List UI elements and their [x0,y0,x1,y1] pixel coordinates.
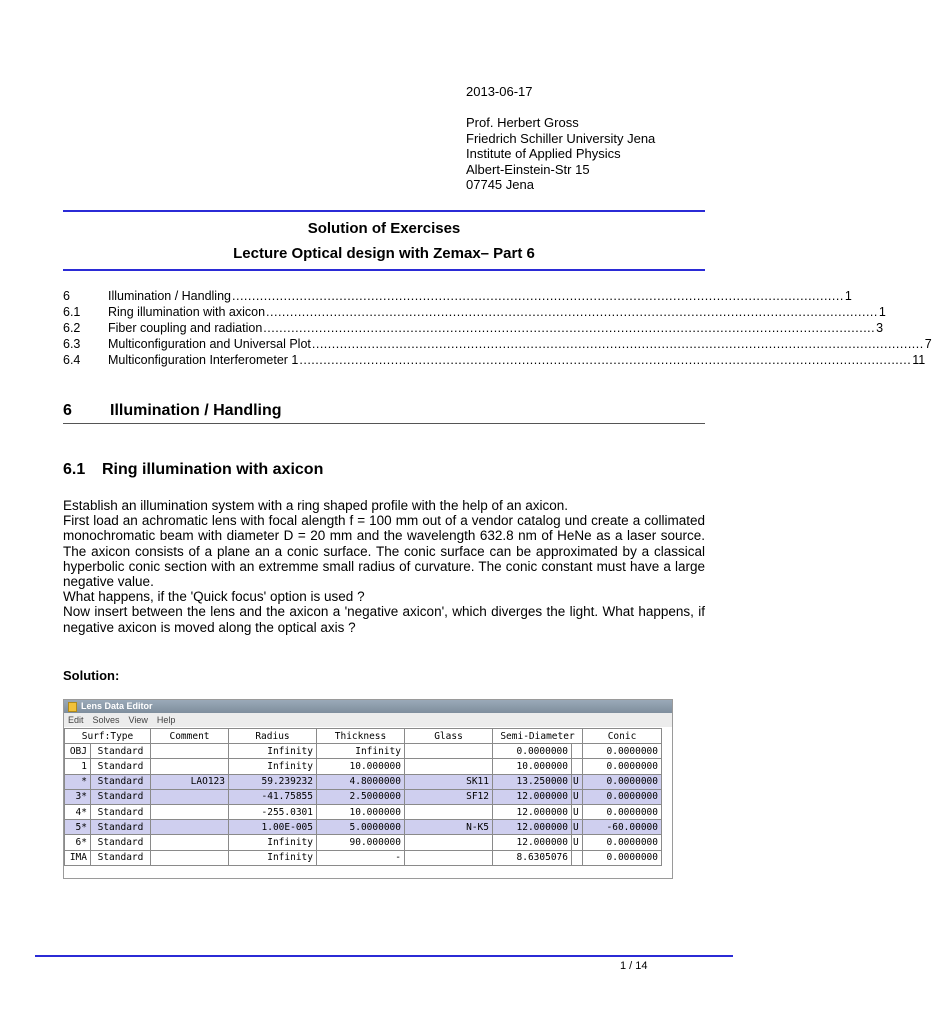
semi-diameter-cell[interactable]: 0.0000000 [493,744,572,759]
solve-flag-cell[interactable] [572,759,583,774]
thickness-cell[interactable]: 2.5000000 [317,789,405,804]
solve-flag-cell[interactable]: U [572,774,583,789]
menu-bar [64,713,672,727]
col-header-glass[interactable]: Glass [405,729,493,744]
glass-cell[interactable]: SK11 [405,774,493,789]
semi-diameter-cell[interactable]: 12.000000 [493,820,572,835]
table-row[interactable] [65,744,662,759]
surface-type-cell[interactable]: Standard [91,804,151,819]
table-row[interactable] [65,835,662,850]
page-number: 1 / 14 [620,960,648,972]
glass-cell[interactable] [405,804,493,819]
semi-diameter-cell[interactable]: 8.6305076 [493,850,572,865]
section-6-1-title: Ring illumination with axicon [102,461,324,478]
title-bottom-rule [63,269,705,271]
radius-cell[interactable]: 59.239232 [229,774,317,789]
menu-edit[interactable]: Edit [68,715,84,725]
conic-cell[interactable]: 0.0000000 [583,744,662,759]
toc-leader: .......................................................................................................................................................... [299,353,912,367]
conic-cell[interactable]: 0.0000000 [583,774,662,789]
table-row[interactable] [65,820,662,835]
col-header-radius[interactable]: Radius [229,729,317,744]
paragraph: Establish an illumination system with a ring shaped profile with the help of an axicon. [63,498,569,513]
comment-cell[interactable] [151,820,229,835]
comment-cell[interactable] [151,804,229,819]
toc-leader: .......................................................................................................................................................... [232,289,844,303]
surface-number-cell[interactable]: 6* [65,835,91,850]
glass-cell[interactable] [405,835,493,850]
surface-number-cell[interactable]: 4* [65,804,91,819]
conic-cell[interactable]: 0.0000000 [583,789,662,804]
table-row[interactable] [65,804,662,819]
semi-diameter-cell[interactable]: 12.000000 [493,789,572,804]
conic-cell[interactable]: 0.0000000 [583,835,662,850]
menu-view[interactable]: View [128,715,148,725]
menu-solves[interactable]: Solves [92,715,120,725]
surface-type-cell[interactable]: Standard [91,774,151,789]
surface-type-cell[interactable]: Standard [91,744,151,759]
glass-cell[interactable] [405,850,493,865]
solve-flag-cell[interactable]: U [572,820,583,835]
solve-flag-cell[interactable]: U [572,789,583,804]
toc-leader: .......................................................................................................................................................... [263,321,876,335]
exercise-text [63,498,705,635]
comment-cell[interactable] [151,789,229,804]
paragraph: First load an achromatic lens with focal alength f = 100 mm out of a vendor catalog und create a collimated monochromatic beam with diameter D = 20 mm and the wavelength 632.8 nm of HeNe as a laser source. The axicon consists of a plane an a conic surface. The conic surface can be approximated by a classical hyperbolic conic section with an extremme small radius of curvature. The conic constant must have a large negative value. [63,513,705,590]
thickness-cell[interactable]: - [317,850,405,865]
address-line: Friedrich Schiller University Jena [466,130,656,146]
comment-cell[interactable] [151,744,229,759]
semi-diameter-cell[interactable]: 12.000000 [493,835,572,850]
col-header-conic[interactable]: Conic [583,729,662,744]
glass-cell[interactable] [405,759,493,774]
section-6-rule [63,423,705,424]
surface-type-cell[interactable]: Standard [91,759,151,774]
col-header-comment[interactable]: Comment [151,729,229,744]
app-icon [68,702,77,712]
table-header-row [65,729,662,744]
comment-cell[interactable] [151,835,229,850]
section-6-1-number: 6.1 [63,461,86,478]
comment-cell[interactable] [151,759,229,774]
table-row[interactable] [65,774,662,789]
radius-cell[interactable]: Infinity [229,835,317,850]
radius-cell[interactable]: -255.0301 [229,804,317,819]
toc-entry[interactable]: 6.4 Multiconfiguration Interferometer 1 .......................................................................................................................................................... 11 [63,353,926,367]
conic-cell[interactable]: -60.00000 [583,820,662,835]
doc-subtitle: Lecture Optical design with Zemax– Part 6 [233,245,535,262]
conic-cell[interactable]: 0.0000000 [583,804,662,819]
radius-cell[interactable]: -41.75855 [229,789,317,804]
section-6-number: 6 [63,402,72,419]
toc-entry[interactable]: 6.1 Ring illumination with axicon .......................................................................................................................................................... 1 [63,305,886,319]
thickness-cell[interactable]: 5.0000000 [317,820,405,835]
toc-leader: .......................................................................................................................................................... [266,305,878,319]
solution-label: Solution: [63,668,120,683]
address-line: Prof. Herbert Gross [466,115,579,130]
radius-cell[interactable]: Infinity [229,850,317,865]
semi-diameter-cell[interactable]: 12.000000 [493,804,572,819]
doc-title: Solution of Exercises [307,220,461,237]
surface-number-cell[interactable]: 1 [65,759,91,774]
footer-rule [35,955,733,957]
lens-data-table [64,728,662,866]
section-6-title: Illumination / Handling [110,402,282,419]
solve-flag-cell[interactable]: U [572,804,583,819]
radius-cell[interactable]: Infinity [229,744,317,759]
surface-number-cell[interactable]: IMA [65,850,91,865]
surface-number-cell[interactable]: * [65,774,91,789]
thickness-cell[interactable]: 4.8000000 [317,774,405,789]
solve-flag-cell[interactable]: U [572,835,583,850]
header-address [466,84,655,193]
comment-cell[interactable]: LAO123 [151,774,229,789]
col-header-thickness[interactable]: Thickness [317,729,405,744]
toc-leader: .......................................................................................................................................................... [311,337,924,351]
menu-help[interactable]: Help [156,715,176,725]
toc-entry[interactable]: 6.3 Multiconfiguration and Universal Plot .......................................................................................................................................................... 7 [63,337,932,351]
title-top-rule [63,210,705,212]
lens-data-editor-window [63,699,673,879]
surface-type-cell[interactable]: Standard [91,820,151,835]
glass-cell[interactable] [405,744,493,759]
solve-flag-cell[interactable] [572,744,583,759]
surface-number-cell[interactable]: OBJ [65,744,91,759]
radius-cell[interactable]: 1.00E-005 [229,820,317,835]
surface-type-cell[interactable]: Standard [91,835,151,850]
thickness-cell[interactable]: 90.000000 [317,835,405,850]
toc-entry[interactable]: 6 Illumination / Handling .......................................................................................................................................................... 1 [63,289,852,303]
glass-cell[interactable]: N-K5 [405,820,493,835]
surface-number-cell[interactable]: 5* [65,820,91,835]
table-row[interactable] [65,850,662,865]
address-line: 07745 Jena [466,177,534,192]
table-of-contents [63,289,932,369]
surface-type-cell[interactable]: Standard [91,850,151,865]
thickness-cell[interactable]: 10.000000 [317,804,405,819]
radius-cell[interactable]: Infinity [229,759,317,774]
table-row[interactable] [65,789,662,804]
table-row[interactable] [65,759,662,774]
semi-diameter-cell[interactable]: 10.000000 [493,759,572,774]
surface-number-cell[interactable]: 3* [65,789,91,804]
thickness-cell[interactable]: Infinity [317,744,405,759]
semi-diameter-cell[interactable]: 13.250000 [493,774,572,789]
col-header-semi-diameter[interactable]: Semi-Diameter [493,729,583,744]
address-line: Albert-Einstein-Str 15 [466,161,590,177]
thickness-cell[interactable]: 10.000000 [317,759,405,774]
toc-entry[interactable]: 6.2 Fiber coupling and radiation .......................................................................................................................................................... 3 [63,321,884,335]
paragraph: What happens, if the 'Quick focus' option is used ? [63,589,365,605]
col-header-surf-type[interactable]: Surf:Type [65,729,151,744]
paragraph: Now insert between the lens and the axicon a 'negative axicon', which diverges the light. What happens, if negative axicon is moved along the optical axis ? [63,604,705,635]
surface-type-cell[interactable]: Standard [91,789,151,804]
window-title: Lens Data Editor [81,701,153,711]
date: 2013-06-17 [466,84,533,99]
glass-cell[interactable]: SF12 [405,789,493,804]
solve-flag-cell[interactable] [572,850,583,865]
address-line: Institute of Applied Physics [466,146,621,161]
conic-cell[interactable]: 0.0000000 [583,759,662,774]
conic-cell[interactable]: 0.0000000 [583,850,662,865]
window-titlebar[interactable] [64,700,672,713]
comment-cell[interactable] [151,850,229,865]
